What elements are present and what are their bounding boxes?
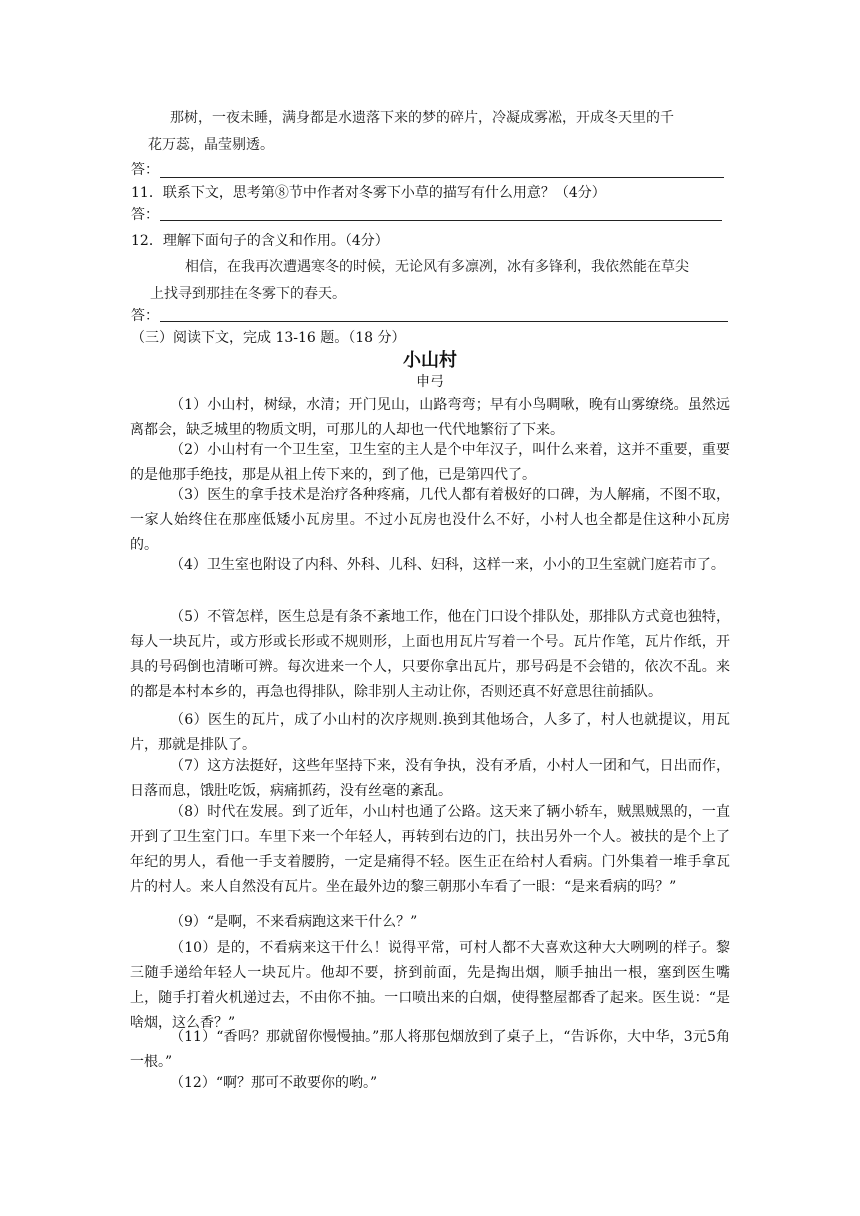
paragraph-11: （11）“香吗？那就留你慢慢抽。”那人将那包烟放到了桌子上，“告诉你，大中华，3元5角一根。” [130,1029,730,1070]
paragraph-8: （8）时代在发展。到了近年，小山村也通了公路。这天来了辆小轿车，贼黑贼黑的，一直开到了卫生室门口。车里下来一个年轻人，再转到右边的门，扶出另外一个人。被扶的是个上了年纪的男人，看他一手支着腰胯，一定是痛得不轻。医生正在给村人看病。门外集着一堆手拿瓦片的村人。来人自然没有瓦片。坐在最外边的黎三朝那小车看了一眼：“是来看病的吗？” [130,804,730,895]
paragraph-10: （10）是的，不看病来这干什么！说得平常，可村人都不大喜欢这种大大咧咧的样子。黎三随手递给年轻人一块瓦片。他却不要，挤到前面，先是掏出烟，顺手抽出一根，塞到医生嘴上，随手打着火机递过去，不由你不抽。一口喷出来的白烟，使得整屋都香了起来。医生说：“是啥烟，这么香？” [130,940,730,1031]
answer-line-q10[interactable] [160,177,724,178]
answer-label: 答： [131,207,159,223]
answer-label: 答： [131,162,159,178]
article-author: 申弓 [416,374,444,390]
paragraph-5: （5）不管怎样，医生总是有条不紊地工作，他在门口设个排队处，那排队方式竟也独特，每人一块瓦片，或方形或长形或不规则形，上面也用瓦片写着一个号。瓦片作笔，瓦片作纸，开具的号码倒也清晰可辨。每次进来一个人，只要你拿出瓦片，那号码是不会错的，依次不乱。来的都是本村本乡的，再急也得排队，除非别人主动让你，否则还真不好意思往前插队。 [130,609,730,700]
paragraph-12: （12）“啊？那可不敢要你的哟。” [170,1075,378,1091]
question-11: 11．联系下文，思考第⑧节中作者对冬雾下小草的描写有什么用意？（4分） [131,185,606,201]
paragraph-6: （6）医生的瓦片，成了小山村的次序规则.换到其他场合，人多了，村人也就提议，用瓦片，那就是排队了。 [130,712,730,753]
answer-line-q11[interactable] [160,220,722,221]
q12-quote-line2: 上找寻到那挂在冬雾下的春天。 [150,286,346,302]
paragraph-2: （2）小山村有一个卫生室，卫生室的主人是个中年汉子，叫什么来着，这并不重要，重要的是他那手绝技，那是从祖上传下来的，到了他，已是第四代了。 [130,442,730,483]
paragraph-7: （7）这方法挺好，这些年坚持下来，没有争执，没有矛盾，小村人一团和气，日出而作，日落而息，饿肚吃饭，病痛抓药，没有丝毫的紊乱。 [130,758,730,799]
article-title: 小山村 [403,350,457,371]
q12-quote-line1: 相信，在我再次遭遇寒冬的时候，无论风有多凛冽，冰有多锋利，我依然能在草尖 [185,259,689,275]
paragraph-4: （4）卫生室也附设了内科、外科、儿科、妇科，这样一来，小小的卫生室就门庭若市了。 [170,557,725,573]
answer-label: 答： [131,308,159,324]
paragraph-9: （9）“是啊，不来看病跑这来干什么？” [170,914,418,930]
paragraph-1: （1）小山村，树绿，水清；开门见山，山路弯弯；早有小鸟啁啾，晚有山雾缭绕。虽然远离都会，缺乏城里的物质文明，可那儿的人却也一代代地繁衍了下来。 [130,397,730,438]
section-3-header: （三）阅读下文，完成 13-16 题。（18 分） [131,330,406,346]
paragraph-3: （3）医生的拿手技术是治疗各种疼痛，几代人都有着极好的口碑，为人解痛，不图不取，一家人始终住在那座低矮小瓦房里。不过小瓦房也没什么不好，小村人也全都是住这种小瓦房的。 [130,487,730,553]
answer-line-q12[interactable] [160,321,728,322]
q10-quote-line2: 花万蕊，晶莹剔透。 [148,137,274,153]
q10-quote-line1: 那树，一夜未睡，满身都是水遗落下来的梦的碎片，冷凝成雾凇，开成冬天里的千 [170,110,674,126]
question-12: 12．理解下面句子的含义和作用。（4分） [131,233,389,249]
